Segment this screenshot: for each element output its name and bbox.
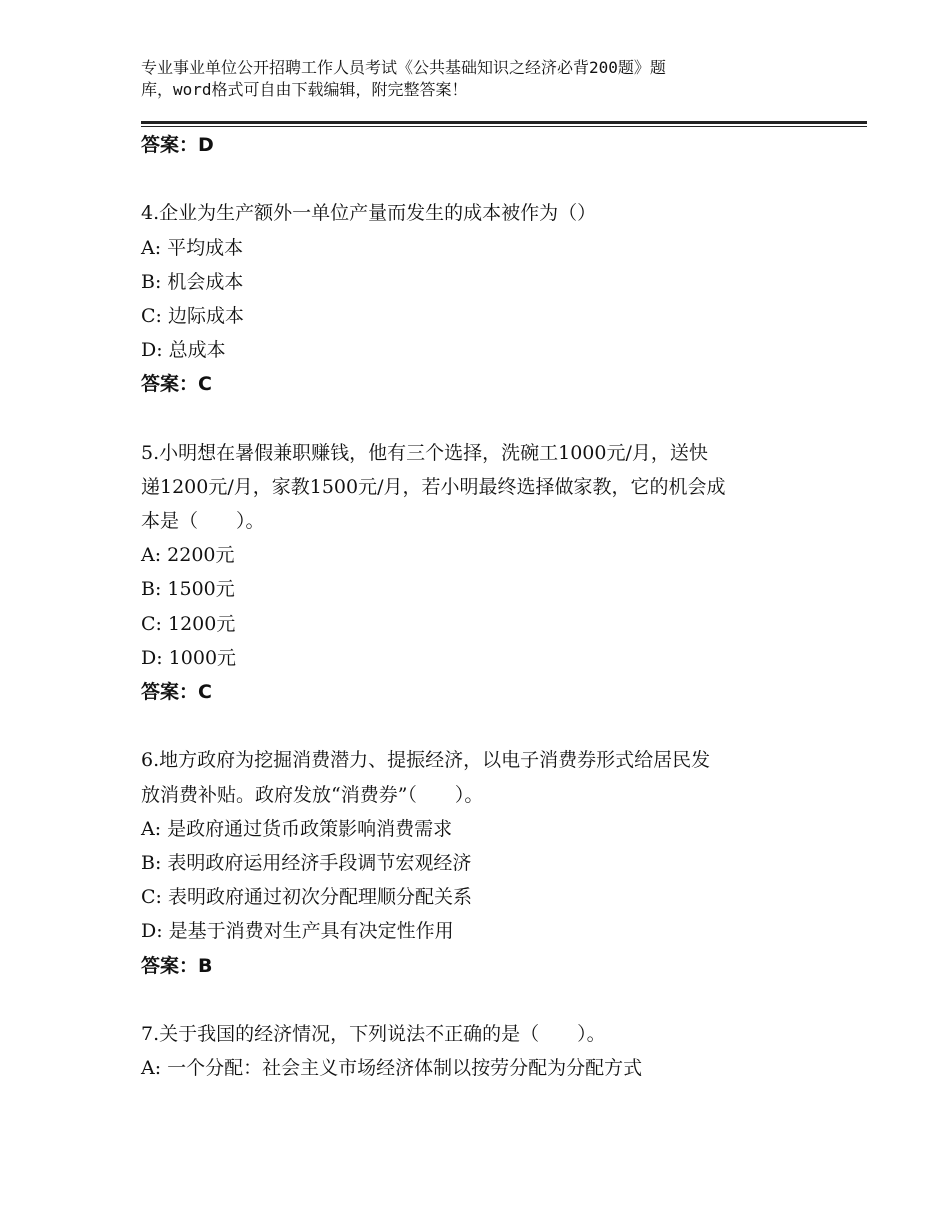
question-text: 4.企业为生产额外一单位产量而发生的成本被作为（） [141, 202, 597, 225]
option-a: A: 2200元 [141, 544, 235, 567]
option-c: C: 1200元 [141, 612, 236, 635]
header-line-2: 库，word格式可自由下载编辑，附完整答案！ [141, 80, 468, 99]
question-block [141, 196, 821, 401]
answer-line: 答案：C [141, 681, 212, 703]
header-rule-thick [141, 121, 867, 124]
block-spacer [141, 402, 821, 436]
block-spacer [141, 983, 821, 1017]
option-a: A: 一个分配：社会主义市场经济体制以按劳分配为分配方式 [141, 1057, 643, 1080]
document-header [141, 57, 781, 101]
option-a: A: 平均成本 [141, 236, 244, 259]
question-block [141, 436, 821, 710]
answer-line: 答案：C [141, 373, 212, 396]
question-text: 递1200元/月，家教1500元/月，若小明最终选择做家教，它的机会成 [141, 475, 726, 498]
answer-line: 答案：B [141, 954, 213, 977]
option-d: D: 是基于消费对生产具有决定性作用 [141, 920, 454, 943]
header-rule-thin [141, 126, 867, 127]
option-b: B: 表明政府运用经济手段调节宏观经济 [141, 851, 472, 874]
option-b: B: 1500元 [141, 578, 235, 601]
option-a: A: 是政府通过货币政策影响消费需求 [141, 817, 453, 840]
document-body [141, 128, 821, 1085]
block-spacer [141, 709, 821, 743]
header-line-1: 专业事业单位公开招聘工作人员考试《公共基础知识之经济必背200题》题 [141, 58, 666, 77]
answer-line: 答案：D [141, 134, 214, 156]
option-b: B: 机会成本 [141, 270, 244, 293]
question-text: 放消费补贴。政府发放“消费券”（ ）。 [141, 783, 484, 806]
option-d: D: 总成本 [141, 339, 226, 362]
question-text: 本是（ ）。 [141, 510, 265, 533]
option-c: C: 边际成本 [141, 304, 244, 327]
question-text: 7.关于我国的经济情况，下列说法不正确的是（ ）。 [141, 1022, 606, 1045]
question-text: 6.地方政府为挖掘消费潜力、提振经济，以电子消费券形式给居民发 [141, 749, 711, 772]
block-spacer [141, 162, 821, 196]
option-c: C: 表明政府通过初次分配理顺分配关系 [141, 886, 472, 909]
question-text: 5.小明想在暑假兼职赚钱，他有三个选择，洗碗工1000元/月，送快 [141, 441, 708, 464]
question-block [141, 1017, 821, 1085]
option-d: D: 1000元 [141, 646, 237, 669]
question-block [141, 743, 821, 982]
